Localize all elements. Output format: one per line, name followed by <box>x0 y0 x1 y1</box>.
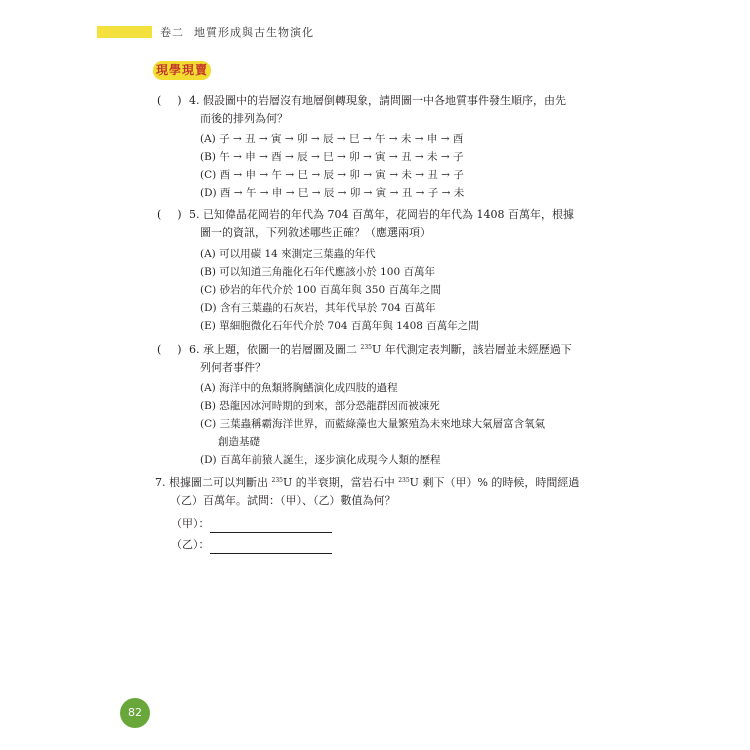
q5-stem-line1 <box>189 206 574 224</box>
q7-stem-line1: 7. 根據圖二可以判斷出 $^{235}$U 的半衰期，當岩石中 $^{235}$U 剩下（甲）% 的時候，時間經過 <box>155 476 580 489</box>
page-number: 82 <box>120 698 150 728</box>
header-title <box>160 24 314 40</box>
q4-answer-paren: ( ) <box>157 94 182 107</box>
q4-number: 4. <box>189 94 200 107</box>
q5-text: 已知偉晶花岡岩的年代為 704 百萬年，花岡岩的年代為 1408 百萬年，根據 <box>203 208 574 221</box>
q7-stem-line2: （乙）百萬年。試問：（甲）、（乙）數值為何？ <box>170 494 396 507</box>
q6-option-d: (D) 百萬年前猿人誕生，逐步演化成現今人類的歷程 <box>200 454 441 466</box>
q6-answer-paren: ( ) <box>157 343 182 356</box>
header-chapter-title: 地質形成與古生物演化 <box>194 26 314 39</box>
q5-stem-line2: 圖一的資訊，下列敘述哪些正確？（應選兩項） <box>200 226 431 239</box>
q7-answer-b <box>171 536 332 554</box>
q6-isotope-superscript: 235 <box>360 344 372 351</box>
q7-answer-a <box>171 515 332 533</box>
q5-answer-paren: ( ) <box>157 208 182 221</box>
q4-stem-line2: 而後的排列為何？ <box>200 112 288 125</box>
q7-number: 7. <box>155 476 166 489</box>
q7-answer-a-blank[interactable] <box>210 518 332 533</box>
q4-option-a: (A) 子 → 丑 → 寅 → 卯 → 辰 → 巳 → 午 → 未 → 申 → 酉 <box>200 133 464 145</box>
q6-stem-line2: 列何者事件？ <box>200 361 266 374</box>
q7-answer-b-label: （乙）： <box>171 538 210 551</box>
q5-number: 5. <box>189 208 200 221</box>
q6-option-a: (A) 海洋中的魚類將胸鰭演化成四肢的過程 <box>200 382 398 394</box>
header-color-bar <box>97 26 152 38</box>
q4-text: 假設圖中的岩層沒有地層倒轉現象，請問圖一中各地質事件發生順序，由先 <box>203 94 566 107</box>
q6-option-b: (B) 恐龍因冰河時期的到來，部分恐龍群因而被凍死 <box>200 400 440 412</box>
section-badge: 現學現賣 <box>153 61 211 80</box>
q5-option-a: (A) 可以用碳 14 來測定三葉蟲的年代 <box>200 248 376 260</box>
q4-option-d: (D) 酉 → 午 → 申 → 巳 → 辰 → 卯 → 寅 → 丑 → 子 → 未 <box>200 187 465 199</box>
q7-answer-a-label: （甲）： <box>171 517 210 530</box>
q5-option-b: (B) 可以知道三角龍化石年代應該小於 100 百萬年 <box>200 266 435 278</box>
q6-stem-line1: 6. 承上題，依圖一的岩層圖及圖二 $^{235}$U 年代測定表判斷，該岩層並未經歷過下 <box>189 343 572 356</box>
q5-option-e: (E) 單細胞微化石年代介於 704 百萬年與 1408 百萬年之間 <box>200 320 479 332</box>
q4-stem-line1 <box>189 92 566 110</box>
q4-option-c: (C) 酉 → 申 → 午 → 巳 → 辰 → 卯 → 寅 → 未 → 丑 → 子 <box>200 169 464 181</box>
q5-option-c: (C) 砂岩的年代介於 100 百萬年與 350 百萬年之間 <box>200 284 441 296</box>
q7-answer-b-blank[interactable] <box>210 539 332 554</box>
q6-option-c: (C) 三葉蟲稱霸海洋世界，而藍綠藻也大量繁殖為未來地球大氣層富含氧氣 <box>200 418 546 430</box>
q6-option-c-continued: 創造基礎 <box>218 436 260 448</box>
header-volume: 卷二 <box>160 26 184 39</box>
q4-option-b: (B) 午 → 申 → 酉 → 辰 → 巳 → 卯 → 寅 → 丑 → 未 → 子 <box>200 151 464 163</box>
q5-option-d: (D) 含有三葉蟲的石灰岩，其年代早於 704 百萬年 <box>200 302 436 314</box>
q6-number: 6. <box>189 343 200 356</box>
